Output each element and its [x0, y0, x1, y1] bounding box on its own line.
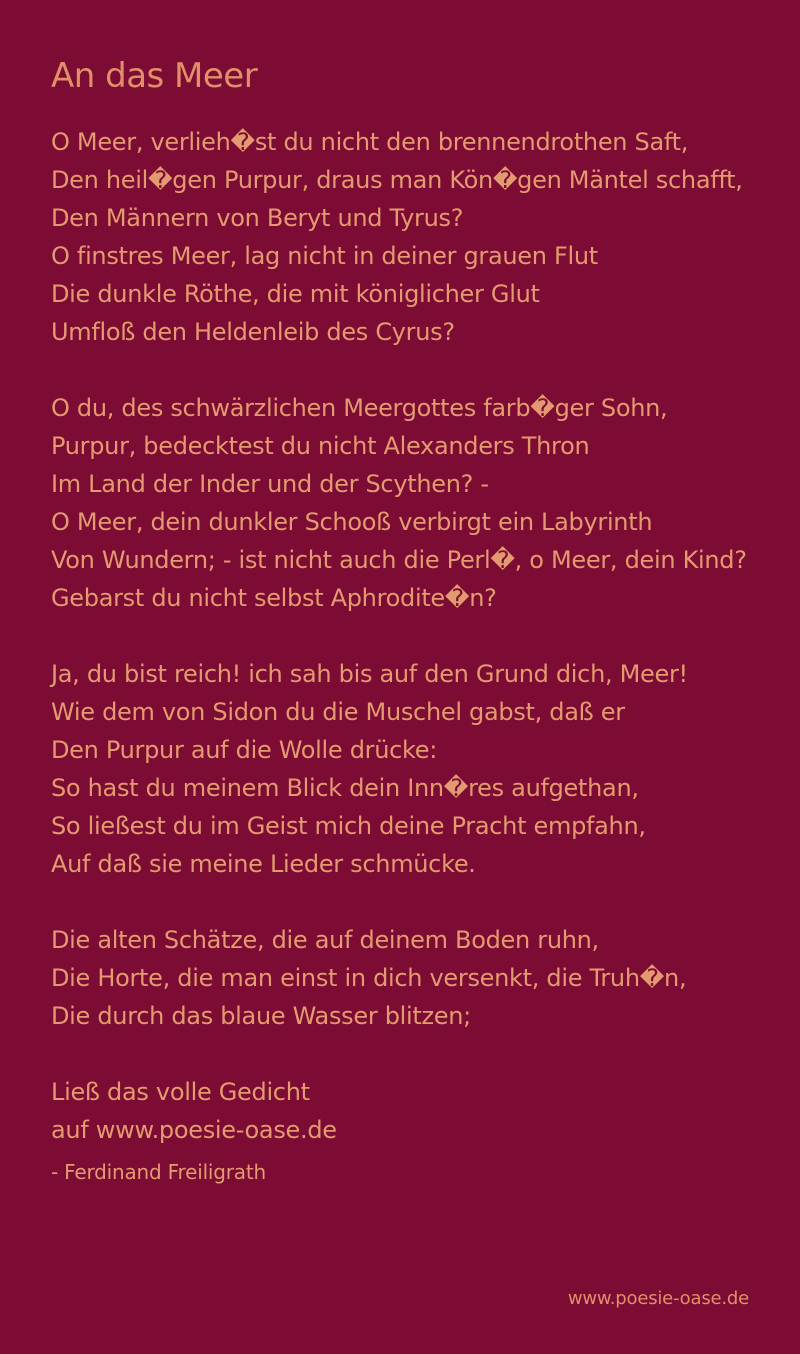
stanza-1-line-6: Umfloß den Heldenleib des Cyrus?: [51, 318, 455, 346]
stanza-3-line-3: Den Purpur auf die Wolle drücke:: [51, 736, 437, 764]
stanza-4-line-3: Die durch das blaue Wasser blitzen;: [51, 1002, 471, 1030]
stanza-4-line-2: Die Horte, die man einst in dich versenkt, die Truh�n,: [51, 964, 687, 992]
stanza-2-line-3: Im Land der Inder und der Scythen? -: [51, 470, 489, 498]
full-poem-link-text: [51, 1073, 771, 1149]
stanza-1: [51, 123, 771, 351]
stanza-2-line-6: Gebarst du nicht selbst Aphrodite�n?: [51, 584, 497, 612]
stanza-3-line-4: So hast du meinem Blick dein Inn�res aufgethan,: [51, 774, 639, 802]
stanza-1-line-1: O Meer, verlieh�st du nicht den brennendrothen Saft,: [51, 128, 689, 156]
stanza-3: [51, 655, 771, 883]
stanza-1-line-3: Den Männern von Beryt und Tyrus?: [51, 204, 464, 232]
stanza-2-line-4: O Meer, dein dunkler Schooß verbirgt ein Labyrinth: [51, 508, 653, 536]
stanza-2-line-2: Purpur, bedecktest du nicht Alexanders Thron: [51, 432, 590, 460]
stanza-1-line-5: Die dunkle Röthe, die mit königlicher Glut: [51, 280, 540, 308]
stanza-1-line-2: Den heil�gen Purpur, draus man Kön�gen Mäntel schafft,: [51, 166, 743, 194]
footer-website: www.poesie-oase.de: [567, 1288, 749, 1309]
closing-line-1: Ließ das volle Gedicht: [51, 1078, 310, 1106]
stanza-3-line-1: Ja, du bist reich! ich sah bis auf den Grund dich, Meer!: [51, 660, 688, 688]
poem-page: [51, 52, 771, 1187]
stanza-1-line-4: O finstres Meer, lag nicht in deiner grauen Flut: [51, 242, 598, 270]
stanza-4: [51, 921, 771, 1035]
poem-author: - Ferdinand Freiligrath: [51, 1160, 266, 1184]
stanza-3-line-6: Auf daß sie meine Lieder schmücke.: [51, 850, 476, 878]
closing-line-2: auf www.poesie-oase.de: [51, 1116, 337, 1144]
poem-body: [51, 123, 771, 1149]
stanza-2-line-5: Von Wundern; - ist nicht auch die Perl�, o Meer, dein Kind?: [51, 546, 747, 574]
stanza-2-line-1: O du, des schwärzlichen Meergottes farb�ger Sohn,: [51, 394, 668, 422]
stanza-2: [51, 389, 771, 617]
stanza-4-line-1: Die alten Schätze, die auf deinem Boden ruhn,: [51, 926, 599, 954]
poem-title: An das Meer: [51, 56, 258, 96]
stanza-3-line-2: Wie dem von Sidon du die Muschel gabst, daß er: [51, 698, 625, 726]
stanza-3-line-5: So ließest du im Geist mich deine Pracht empfahn,: [51, 812, 646, 840]
